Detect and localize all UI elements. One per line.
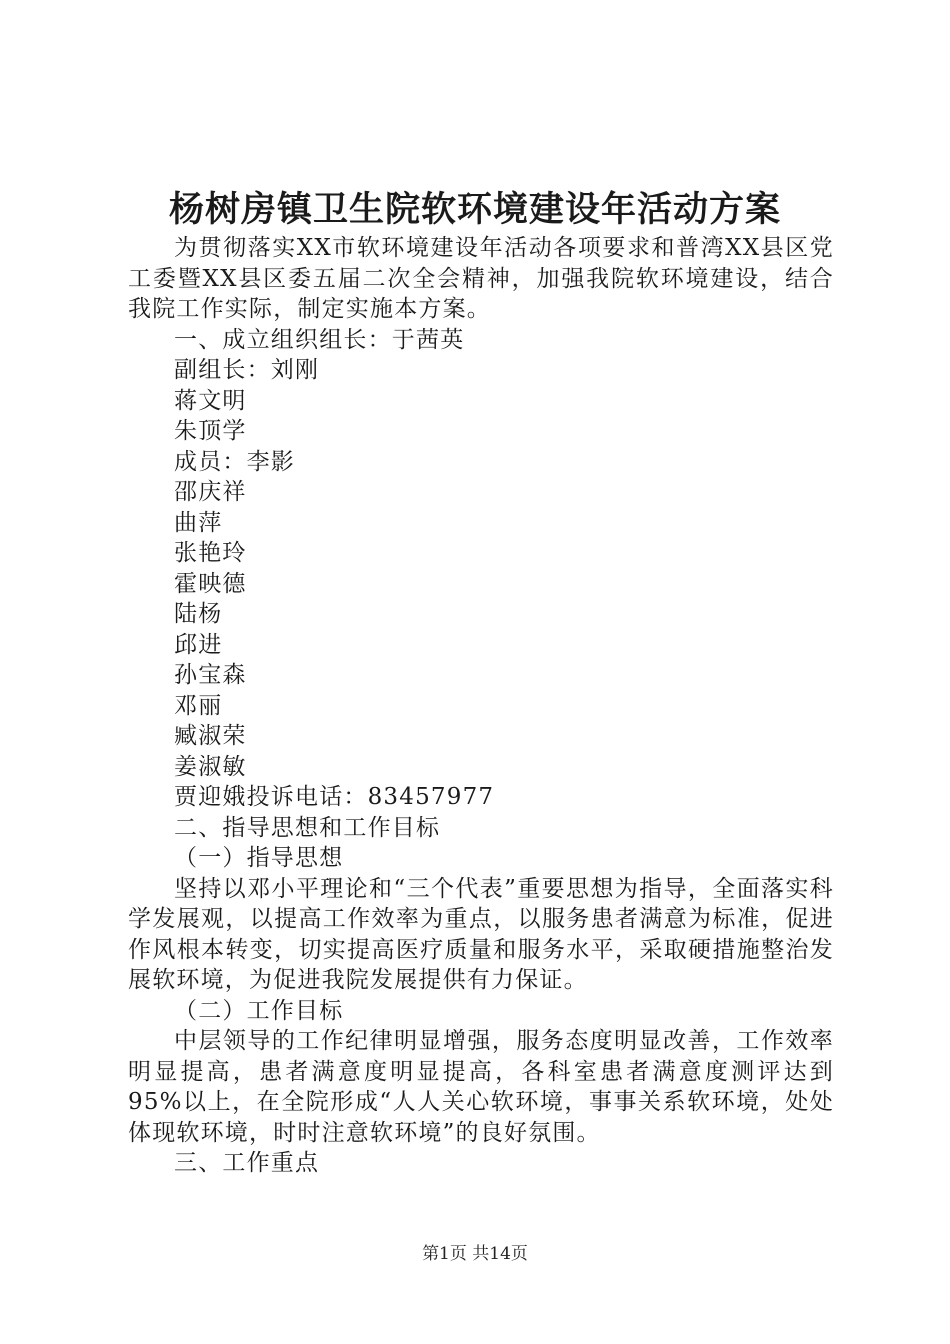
member-item: 曲萍 bbox=[174, 509, 223, 536]
section-1-heading: 一、成立组织组长：于茜英 bbox=[174, 326, 465, 353]
member-item: 陆杨 bbox=[174, 601, 223, 627]
member-item: 臧淑荣 bbox=[174, 723, 247, 749]
section-2-1-text: 坚持以邓小平理论和“三个代表”重要思想为指导，全面落实科学发展观，以提高工作效率为重点，以服务患者满意为标准，促进作风根本转变，切实提高医疗质量和服务水平，采取硬措施整治发展软环境，为促进我院发展提供有力保证。 bbox=[128, 875, 834, 993]
section-2-2-text: 中层领导的工作纪律明显增强，服务态度明显改善，工作效率明显提高，患者满意度明显提高，各科室患者满意度测评达到95%以上，在全院形成“人人关心软环境，事事关系软环境，处处体现软环境，时时注意软环境”的良好氛围。 bbox=[128, 1028, 834, 1146]
member-item: 孙宝森 bbox=[174, 662, 247, 688]
section-2-heading: 二、指导思想和工作目标 bbox=[174, 814, 441, 841]
complaint-phone: 贾迎娥投诉电话：83457977 bbox=[174, 784, 495, 810]
section-2-2-heading: （二）工作目标 bbox=[174, 997, 344, 1024]
section-3-heading: 三、工作重点 bbox=[174, 1150, 320, 1176]
member-item: 邱进 bbox=[174, 631, 223, 658]
document-title: 杨树房镇卫生院软环境建设年活动方案 bbox=[168, 189, 781, 230]
member-item: 霍映德 bbox=[174, 570, 247, 597]
member-item: 邓丽 bbox=[174, 692, 223, 719]
deputy-leader-3: 朱顶学 bbox=[174, 418, 247, 444]
document-body bbox=[128, 233, 834, 1179]
deputy-leader-2: 蒋文明 bbox=[174, 387, 247, 414]
member-item: 张艳玲 bbox=[174, 540, 247, 566]
section-2-1-heading: （一）指导思想 bbox=[174, 845, 344, 871]
intro-paragraph: 为贯彻落实XX市软环境建设年活动各项要求和普湾XX县区党工委暨XX县区委五届二次全会精神，加强我院软环境建设，结合我院工作实际，制定实施本方案。 bbox=[128, 235, 834, 322]
deputy-leader: 副组长：刘刚 bbox=[174, 357, 320, 383]
page-footer: 第1页 共14页 bbox=[422, 1244, 528, 1264]
member-item: 姜淑敏 bbox=[174, 753, 247, 780]
member-item: 邵庆祥 bbox=[174, 479, 247, 505]
members-label: 成员：李影 bbox=[174, 448, 295, 475]
